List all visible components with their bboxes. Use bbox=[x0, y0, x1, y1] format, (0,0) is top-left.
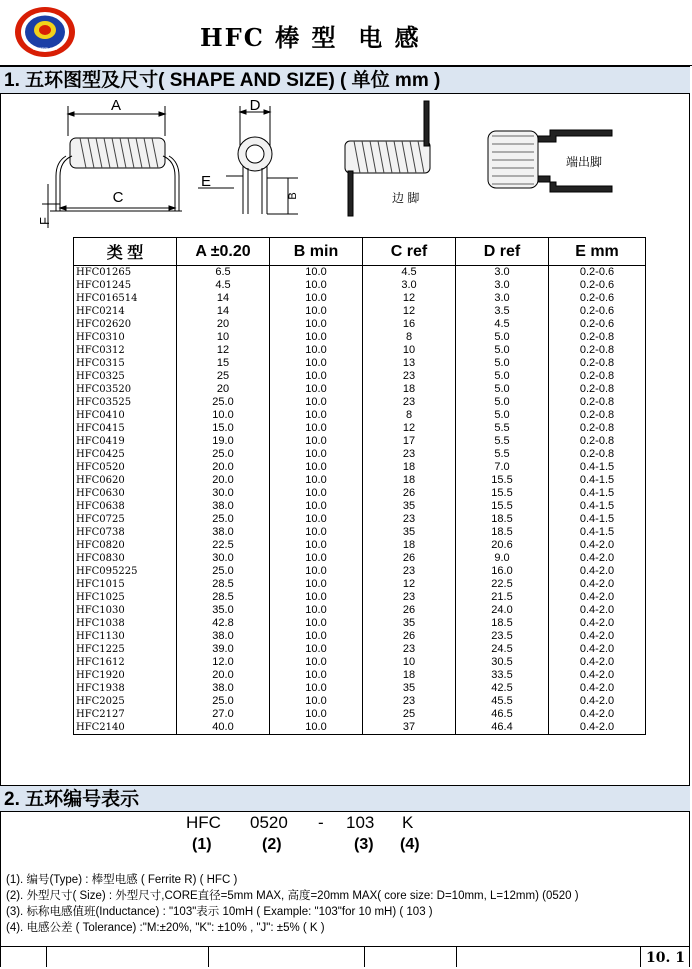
cell-e: 0.4-2.0 bbox=[549, 630, 646, 643]
cell-c: 23 bbox=[363, 370, 456, 383]
table-row bbox=[74, 331, 646, 344]
cell-a: 10 bbox=[177, 331, 270, 344]
cell-c: 23 bbox=[363, 695, 456, 708]
cell-a: 20.0 bbox=[177, 669, 270, 682]
cell-e: 0.4-2.0 bbox=[549, 565, 646, 578]
cell-model: HFC0630 bbox=[74, 487, 177, 500]
cell-b: 10.0 bbox=[270, 500, 363, 513]
cell-e: 0.4-2.0 bbox=[549, 656, 646, 669]
col-type-header: 类 型 bbox=[74, 238, 177, 266]
cell-model: HFC0620 bbox=[74, 474, 177, 487]
cell-model: HFC0638 bbox=[74, 500, 177, 513]
cell-c: 23 bbox=[363, 448, 456, 461]
cell-e: 0.4-2.0 bbox=[549, 539, 646, 552]
cell-model: HFC1030 bbox=[74, 604, 177, 617]
table-row bbox=[74, 435, 646, 448]
cell-b: 10.0 bbox=[270, 344, 363, 357]
table-row bbox=[74, 448, 646, 461]
cell-c: 12 bbox=[363, 578, 456, 591]
cell-c: 18 bbox=[363, 474, 456, 487]
cell-d: 18.5 bbox=[456, 617, 549, 630]
cell-model: HFC095225 bbox=[74, 565, 177, 578]
cell-a: 25.0 bbox=[177, 695, 270, 708]
cell-b: 10.0 bbox=[270, 409, 363, 422]
cell-b: 10.0 bbox=[270, 578, 363, 591]
table-row bbox=[74, 630, 646, 643]
cell-e: 0.4-1.5 bbox=[549, 513, 646, 526]
cell-d: 4.5 bbox=[456, 318, 549, 331]
cell-c: 12 bbox=[363, 292, 456, 305]
cell-a: 20.0 bbox=[177, 461, 270, 474]
cell-e: 0.2-0.8 bbox=[549, 409, 646, 422]
footer-bar bbox=[0, 946, 690, 968]
table-row bbox=[74, 357, 646, 370]
cell-e: 0.4-2.0 bbox=[549, 604, 646, 617]
cell-model: HFC1938 bbox=[74, 682, 177, 695]
cell-c: 35 bbox=[363, 617, 456, 630]
cell-a: 38.0 bbox=[177, 500, 270, 513]
table-row bbox=[74, 318, 646, 331]
cell-d: 5.5 bbox=[456, 435, 549, 448]
cell-d: 5.0 bbox=[456, 383, 549, 396]
cell-c: 35 bbox=[363, 682, 456, 695]
cell-d: 5.5 bbox=[456, 422, 549, 435]
note-inductance: (3). 标称电感值班(Inductance) : "103"表示 10mH ( Example: "103"for 10 mH) ( 103 ) bbox=[6, 906, 433, 918]
cell-e: 0.4-2.0 bbox=[549, 643, 646, 656]
cell-a: 27.0 bbox=[177, 708, 270, 721]
cell-d: 3.0 bbox=[456, 266, 549, 280]
cell-c: 23 bbox=[363, 565, 456, 578]
cell-c: 17 bbox=[363, 435, 456, 448]
cell-b: 10.0 bbox=[270, 721, 363, 735]
section-heading-shape-size: 1. 五环图型及尺寸( SHAPE AND SIZE) ( 单位 mm ) bbox=[0, 66, 690, 94]
table-row bbox=[74, 279, 646, 292]
cell-c: 26 bbox=[363, 552, 456, 565]
table-row bbox=[74, 591, 646, 604]
cell-a: 30.0 bbox=[177, 487, 270, 500]
cell-a: 15 bbox=[177, 357, 270, 370]
cell-e: 0.2-0.8 bbox=[549, 435, 646, 448]
cell-model: HFC0325 bbox=[74, 370, 177, 383]
cell-model: HFC01245 bbox=[74, 279, 177, 292]
code-inductance: 103 bbox=[346, 813, 375, 832]
cell-a: 20.0 bbox=[177, 474, 270, 487]
cell-c: 18 bbox=[363, 539, 456, 552]
cell-b: 10.0 bbox=[270, 396, 363, 409]
table-row bbox=[74, 292, 646, 305]
cell-e: 0.4-2.0 bbox=[549, 695, 646, 708]
cell-model: HFC0830 bbox=[74, 552, 177, 565]
cell-c: 8 bbox=[363, 409, 456, 422]
cell-e: 0.4-2.0 bbox=[549, 669, 646, 682]
table-row bbox=[74, 695, 646, 708]
spec-table bbox=[73, 237, 646, 735]
cell-model: HFC0425 bbox=[74, 448, 177, 461]
table-row bbox=[74, 617, 646, 630]
cell-b: 10.0 bbox=[270, 305, 363, 318]
cell-e: 0.4-1.5 bbox=[549, 487, 646, 500]
note-tolerance: (4). 电感公差 ( Tolerance) :"M:±20%, "K": ±10% , "J": ±5% ( K ) bbox=[6, 922, 325, 934]
table-row bbox=[74, 383, 646, 396]
cell-b: 10.0 bbox=[270, 630, 363, 643]
code-dash: - bbox=[318, 813, 324, 832]
cell-d: 5.0 bbox=[456, 344, 549, 357]
cell-d: 24.5 bbox=[456, 643, 549, 656]
table-row bbox=[74, 500, 646, 513]
cell-d: 15.5 bbox=[456, 474, 549, 487]
cell-b: 10.0 bbox=[270, 292, 363, 305]
cell-d: 5.0 bbox=[456, 396, 549, 409]
cell-d: 5.0 bbox=[456, 409, 549, 422]
footer-cell bbox=[364, 946, 365, 967]
cell-d: 18.5 bbox=[456, 526, 549, 539]
cell-e: 0.4-1.5 bbox=[549, 526, 646, 539]
table-row bbox=[74, 513, 646, 526]
table-row bbox=[74, 526, 646, 539]
cell-b: 10.0 bbox=[270, 643, 363, 656]
code-index-3: (3) bbox=[354, 836, 374, 853]
side-view-drawing bbox=[198, 106, 298, 214]
table-row bbox=[74, 409, 646, 422]
cell-b: 10.0 bbox=[270, 513, 363, 526]
cell-d: 18.5 bbox=[456, 513, 549, 526]
company-logo bbox=[14, 6, 76, 58]
cell-b: 10.0 bbox=[270, 279, 363, 292]
cell-model: HFC01265 bbox=[74, 266, 177, 280]
cell-b: 10.0 bbox=[270, 695, 363, 708]
cell-model: HFC0214 bbox=[74, 305, 177, 318]
cell-model: HFC2140 bbox=[74, 721, 177, 735]
col-a-header: A ±0.20 bbox=[177, 238, 270, 266]
cell-e: 0.2-0.8 bbox=[549, 422, 646, 435]
table-row bbox=[74, 344, 646, 357]
cell-model: HFC0310 bbox=[74, 331, 177, 344]
cell-b: 10.0 bbox=[270, 565, 363, 578]
cell-a: 25 bbox=[177, 370, 270, 383]
cell-c: 10 bbox=[363, 344, 456, 357]
cell-b: 10.0 bbox=[270, 708, 363, 721]
cell-e: 0.4-2.0 bbox=[549, 552, 646, 565]
cell-c: 13 bbox=[363, 357, 456, 370]
cell-b: 10.0 bbox=[270, 370, 363, 383]
cell-model: HFC0312 bbox=[74, 344, 177, 357]
cell-c: 25 bbox=[363, 708, 456, 721]
cell-b: 10.0 bbox=[270, 669, 363, 682]
cell-model: HFC1038 bbox=[74, 617, 177, 630]
table-row bbox=[74, 656, 646, 669]
cell-d: 7.0 bbox=[456, 461, 549, 474]
cell-model: HFC1025 bbox=[74, 591, 177, 604]
cell-model: HFC0415 bbox=[74, 422, 177, 435]
dim-f-label: F bbox=[37, 217, 52, 225]
cell-d: 16.0 bbox=[456, 565, 549, 578]
cell-b: 10.0 bbox=[270, 435, 363, 448]
cell-c: 26 bbox=[363, 487, 456, 500]
table-row bbox=[74, 305, 646, 318]
cell-d: 22.5 bbox=[456, 578, 549, 591]
svg-text:SINTERLABS: SINTERLABS bbox=[32, 46, 58, 51]
cell-a: 28.5 bbox=[177, 578, 270, 591]
inductor-shape-diagram bbox=[30, 96, 660, 236]
cell-c: 4.5 bbox=[363, 266, 456, 280]
cell-c: 23 bbox=[363, 513, 456, 526]
cell-e: 0.2-0.8 bbox=[549, 357, 646, 370]
cell-b: 10.0 bbox=[270, 526, 363, 539]
cell-model: HFC1612 bbox=[74, 656, 177, 669]
cell-model: HFC1225 bbox=[74, 643, 177, 656]
code-tolerance: K bbox=[402, 813, 414, 832]
cell-model: HFC02620 bbox=[74, 318, 177, 331]
table-row bbox=[74, 266, 646, 280]
col-d-header: D ref bbox=[456, 238, 549, 266]
table-row bbox=[74, 422, 646, 435]
cell-b: 10.0 bbox=[270, 461, 363, 474]
cell-c: 12 bbox=[363, 305, 456, 318]
cell-a: 42.8 bbox=[177, 617, 270, 630]
cell-e: 0.2-0.6 bbox=[549, 305, 646, 318]
table-row bbox=[74, 669, 646, 682]
table-row bbox=[74, 643, 646, 656]
page-version: 10. 1 bbox=[646, 950, 685, 966]
cell-d: 45.5 bbox=[456, 695, 549, 708]
cell-d: 5.5 bbox=[456, 448, 549, 461]
cell-a: 38.0 bbox=[177, 682, 270, 695]
cell-c: 18 bbox=[363, 461, 456, 474]
cell-b: 10.0 bbox=[270, 318, 363, 331]
note-type: (1). 编号(Type) : 棒型电感 ( Ferrite R) ( HFC ) bbox=[6, 874, 238, 886]
cell-d: 3.0 bbox=[456, 292, 549, 305]
cell-e: 0.4-2.0 bbox=[549, 682, 646, 695]
cell-c: 8 bbox=[363, 331, 456, 344]
cell-a: 30.0 bbox=[177, 552, 270, 565]
code-prefix: HFC bbox=[186, 813, 221, 832]
cell-a: 19.0 bbox=[177, 435, 270, 448]
cell-d: 5.0 bbox=[456, 357, 549, 370]
cell-a: 25.0 bbox=[177, 513, 270, 526]
cell-a: 25.0 bbox=[177, 448, 270, 461]
cell-a: 20 bbox=[177, 318, 270, 331]
cell-a: 12.0 bbox=[177, 656, 270, 669]
cell-b: 10.0 bbox=[270, 422, 363, 435]
cell-d: 30.5 bbox=[456, 656, 549, 669]
cell-b: 10.0 bbox=[270, 383, 363, 396]
cell-c: 35 bbox=[363, 526, 456, 539]
cell-d: 46.5 bbox=[456, 708, 549, 721]
cell-e: 0.2-0.6 bbox=[549, 266, 646, 280]
code-index-4: (4) bbox=[400, 836, 420, 853]
cell-model: HFC0520 bbox=[74, 461, 177, 474]
cell-b: 10.0 bbox=[270, 474, 363, 487]
front-view-drawing bbox=[42, 106, 182, 228]
cell-b: 10.0 bbox=[270, 682, 363, 695]
cell-e: 0.4-2.0 bbox=[549, 708, 646, 721]
cell-model: HFC016514 bbox=[74, 292, 177, 305]
cell-model: HFC1130 bbox=[74, 630, 177, 643]
footer-cell bbox=[456, 946, 457, 967]
table-row bbox=[74, 565, 646, 578]
dim-e-label: E bbox=[200, 173, 212, 190]
cell-e: 0.4-2.0 bbox=[549, 617, 646, 630]
cell-c: 12 bbox=[363, 422, 456, 435]
footer-cell bbox=[46, 946, 47, 967]
dim-b-label: B bbox=[287, 192, 299, 200]
table-row bbox=[74, 682, 646, 695]
cell-a: 38.0 bbox=[177, 526, 270, 539]
cell-a: 40.0 bbox=[177, 721, 270, 735]
cell-a: 4.5 bbox=[177, 279, 270, 292]
cell-b: 10.0 bbox=[270, 591, 363, 604]
dim-c-label: C bbox=[112, 189, 124, 206]
cell-a: 38.0 bbox=[177, 630, 270, 643]
cell-c: 23 bbox=[363, 591, 456, 604]
cell-b: 10.0 bbox=[270, 617, 363, 630]
cell-e: 0.2-0.8 bbox=[549, 448, 646, 461]
cell-b: 10.0 bbox=[270, 266, 363, 280]
cell-d: 46.4 bbox=[456, 721, 549, 735]
cell-e: 0.4-1.5 bbox=[549, 500, 646, 513]
table-row bbox=[74, 539, 646, 552]
cell-d: 20.6 bbox=[456, 539, 549, 552]
cell-a: 39.0 bbox=[177, 643, 270, 656]
cell-model: HFC0419 bbox=[74, 435, 177, 448]
table-row bbox=[74, 474, 646, 487]
cell-a: 35.0 bbox=[177, 604, 270, 617]
table-row bbox=[74, 721, 646, 735]
cell-b: 10.0 bbox=[270, 331, 363, 344]
dim-a-label: A bbox=[110, 97, 122, 114]
cell-d: 21.5 bbox=[456, 591, 549, 604]
code-index-2: (2) bbox=[262, 836, 282, 853]
footer-cell bbox=[208, 946, 209, 967]
cell-c: 23 bbox=[363, 643, 456, 656]
cell-model: HFC0315 bbox=[74, 357, 177, 370]
table-row bbox=[74, 552, 646, 565]
cell-b: 10.0 bbox=[270, 487, 363, 500]
cell-e: 0.4-2.0 bbox=[549, 578, 646, 591]
cell-c: 37 bbox=[363, 721, 456, 735]
cell-c: 3.0 bbox=[363, 279, 456, 292]
cell-e: 0.4-1.5 bbox=[549, 461, 646, 474]
note-size: (2). 外型尺寸( Size) : 外型尺寸,CORE直径=5mm MAX, 高度=20mm MAX( core size: D=10mm, L=12mm) (0520 ) bbox=[6, 890, 579, 902]
col-e-header: E mm bbox=[549, 238, 646, 266]
cell-c: 18 bbox=[363, 383, 456, 396]
cell-model: HFC2127 bbox=[74, 708, 177, 721]
cell-model: HFC2025 bbox=[74, 695, 177, 708]
cell-model: HFC0410 bbox=[74, 409, 177, 422]
cell-c: 26 bbox=[363, 604, 456, 617]
cell-b: 10.0 bbox=[270, 552, 363, 565]
cell-e: 0.4-2.0 bbox=[549, 591, 646, 604]
cell-d: 15.5 bbox=[456, 487, 549, 500]
col-c-header: C ref bbox=[363, 238, 456, 266]
cell-e: 0.2-0.8 bbox=[549, 370, 646, 383]
page-title: HFC 棒 型 电 感 bbox=[200, 23, 421, 52]
cell-a: 25.0 bbox=[177, 565, 270, 578]
cell-e: 0.2-0.6 bbox=[549, 292, 646, 305]
cell-d: 15.5 bbox=[456, 500, 549, 513]
cell-model: HFC1920 bbox=[74, 669, 177, 682]
footer-cell bbox=[640, 946, 641, 967]
cell-e: 0.2-0.6 bbox=[549, 318, 646, 331]
cell-d: 23.5 bbox=[456, 630, 549, 643]
cell-a: 14 bbox=[177, 292, 270, 305]
cell-b: 10.0 bbox=[270, 604, 363, 617]
table-row bbox=[74, 578, 646, 591]
cell-d: 3.0 bbox=[456, 279, 549, 292]
cell-model: HFC03520 bbox=[74, 383, 177, 396]
code-index-1: (1) bbox=[192, 836, 212, 853]
cell-b: 10.0 bbox=[270, 357, 363, 370]
dim-d-label: D bbox=[249, 97, 261, 114]
cell-e: 0.2-0.8 bbox=[549, 396, 646, 409]
cell-b: 10.0 bbox=[270, 448, 363, 461]
cell-e: 0.2-0.8 bbox=[549, 331, 646, 344]
cell-c: 26 bbox=[363, 630, 456, 643]
table-row bbox=[74, 708, 646, 721]
cell-c: 16 bbox=[363, 318, 456, 331]
cell-model: HFC03525 bbox=[74, 396, 177, 409]
code-size: 0520 bbox=[250, 813, 288, 832]
cell-a: 20 bbox=[177, 383, 270, 396]
section-heading-numbering: 2. 五环编号表示 bbox=[0, 785, 690, 812]
cell-e: 0.4-2.0 bbox=[549, 721, 646, 735]
cell-d: 5.0 bbox=[456, 370, 549, 383]
cell-e: 0.4-1.5 bbox=[549, 474, 646, 487]
table-row bbox=[74, 396, 646, 409]
cell-e: 0.2-0.8 bbox=[549, 344, 646, 357]
cell-d: 5.0 bbox=[456, 331, 549, 344]
cell-b: 10.0 bbox=[270, 539, 363, 552]
cell-a: 22.5 bbox=[177, 539, 270, 552]
cell-e: 0.2-0.6 bbox=[549, 279, 646, 292]
cell-model: HFC1015 bbox=[74, 578, 177, 591]
cell-model: HFC0820 bbox=[74, 539, 177, 552]
cell-c: 18 bbox=[363, 669, 456, 682]
col-b-header: B min bbox=[270, 238, 363, 266]
cell-d: 33.5 bbox=[456, 669, 549, 682]
cell-a: 14 bbox=[177, 305, 270, 318]
table-row bbox=[74, 604, 646, 617]
cell-a: 6.5 bbox=[177, 266, 270, 280]
table-row bbox=[74, 370, 646, 383]
cell-d: 9.0 bbox=[456, 552, 549, 565]
cell-model: HFC0738 bbox=[74, 526, 177, 539]
cell-a: 28.5 bbox=[177, 591, 270, 604]
cell-d: 3.5 bbox=[456, 305, 549, 318]
cell-d: 24.0 bbox=[456, 604, 549, 617]
cell-c: 35 bbox=[363, 500, 456, 513]
cell-a: 25.0 bbox=[177, 396, 270, 409]
side-lead-label: 边 脚 bbox=[392, 191, 420, 205]
cell-c: 23 bbox=[363, 396, 456, 409]
cell-b: 10.0 bbox=[270, 656, 363, 669]
cell-d: 42.5 bbox=[456, 682, 549, 695]
table-row bbox=[74, 461, 646, 474]
cell-c: 10 bbox=[363, 656, 456, 669]
cell-a: 12 bbox=[177, 344, 270, 357]
end-lead-label: 端出脚 bbox=[566, 155, 603, 169]
cell-a: 10.0 bbox=[177, 409, 270, 422]
cell-a: 15.0 bbox=[177, 422, 270, 435]
cell-model: HFC0725 bbox=[74, 513, 177, 526]
cell-e: 0.2-0.8 bbox=[549, 383, 646, 396]
spec-table-header bbox=[74, 238, 646, 266]
table-row bbox=[74, 487, 646, 500]
